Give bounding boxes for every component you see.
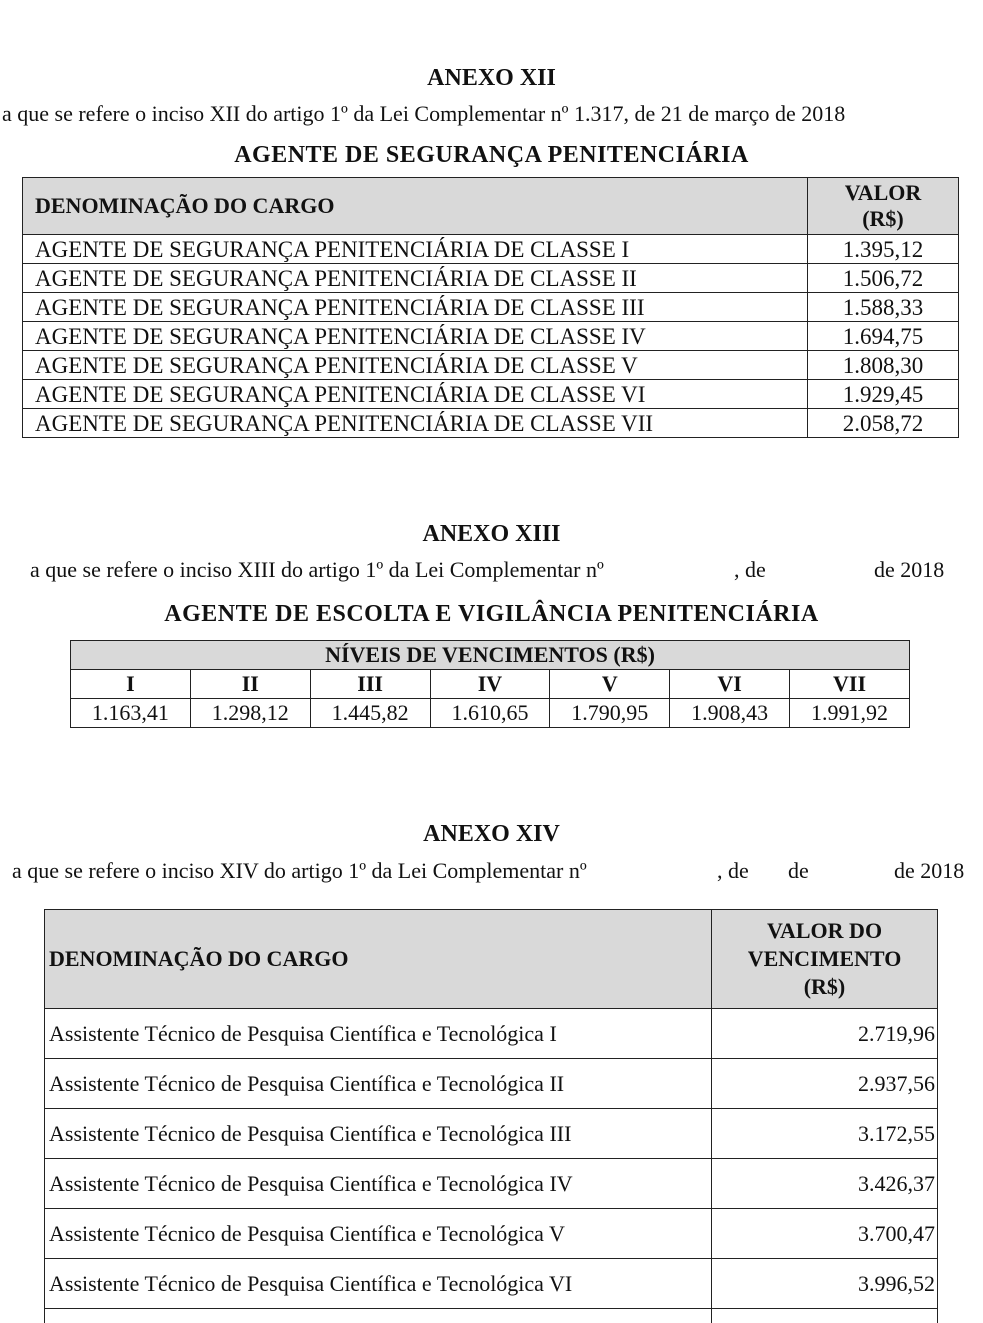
annex14-subtitle-part3: de (788, 858, 809, 884)
cargo-cell: Assistente Técnico de Pesquisa Científica e Tecnológica VI (45, 1259, 712, 1309)
table-row (23, 322, 959, 351)
valor-cell: 3.172,55 (712, 1109, 938, 1159)
table-row (45, 1009, 938, 1059)
cargo-cell: AGENTE DE SEGURANÇA PENITENCIÁRIA DE CLASSE III (23, 293, 808, 322)
levels-row (71, 670, 910, 699)
header-valor-line2: (R$) (862, 206, 904, 231)
annex14-subtitle-part4: de 2018 (894, 858, 964, 884)
annex13-subtitle-part3: de 2018 (874, 557, 944, 583)
header-cargo: DENOMINAÇÃO DO CARGO (23, 178, 808, 235)
annex12-title: ANEXO XII (0, 64, 983, 92)
valor-cell: 1.694,75 (808, 322, 959, 351)
level-cell: III (310, 670, 430, 699)
annex13-subtitle-part2: , de (734, 557, 766, 583)
table-row (45, 1059, 938, 1109)
table-row (45, 1159, 938, 1209)
table-row-partial (45, 1309, 938, 1323)
level-cell: VI (670, 670, 790, 699)
valor-cell: 2.058,72 (808, 409, 959, 438)
table-row (23, 264, 959, 293)
value-cell: 1.991,92 (790, 699, 910, 728)
annex14-title: ANEXO XIV (0, 820, 983, 848)
table-header-row (23, 178, 959, 235)
header-valor-line1: VALOR (845, 180, 922, 205)
valor-cell-empty (712, 1309, 938, 1323)
valor-cell: 1.588,33 (808, 293, 959, 322)
table-row (23, 235, 959, 264)
header-cargo: DENOMINAÇÃO DO CARGO (45, 910, 712, 1009)
header-valor-line1: VALOR DO (767, 918, 882, 943)
value-cell: 1.908,43 (670, 699, 790, 728)
valor-cell: 3.700,47 (712, 1209, 938, 1259)
valor-cell: 2.719,96 (712, 1009, 938, 1059)
value-cell: 1.298,12 (190, 699, 310, 728)
table-header-row (45, 910, 938, 1009)
cargo-cell: AGENTE DE SEGURANÇA PENITENCIÁRIA DE CLASSE I (23, 235, 808, 264)
annex14-subtitle-part1: a que se refere o inciso XIV do artigo 1º da Lei Complementar nº (12, 858, 587, 884)
values-row (71, 699, 910, 728)
table-row (23, 409, 959, 438)
level-cell: IV (430, 670, 550, 699)
cargo-cell: AGENTE DE SEGURANÇA PENITENCIÁRIA DE CLASSE VI (23, 380, 808, 409)
level-cell: VII (790, 670, 910, 699)
annex14-subtitle-part2: , de (717, 858, 749, 884)
level-cell: I (71, 670, 191, 699)
table-row (23, 351, 959, 380)
cargo-cell: Assistente Técnico de Pesquisa Científica e Tecnológica V (45, 1209, 712, 1259)
level-cell: II (190, 670, 310, 699)
annex12-table (22, 177, 959, 438)
table-row (23, 380, 959, 409)
header-valor (712, 910, 938, 1009)
valor-cell: 1.929,45 (808, 380, 959, 409)
annex13-subtitle-part1: a que se refere o inciso XIII do artigo 1º da Lei Complementar nº (30, 557, 604, 583)
annex13-section-title: AGENTE DE ESCOLTA E VIGILÂNCIA PENITENCIÁRIA (0, 600, 983, 628)
annex12-subtitle: a que se refere o inciso XII do artigo 1º da Lei Complementar nº 1.317, de 21 de março de 2018 (2, 101, 845, 127)
cargo-cell: Assistente Técnico de Pesquisa Científica e Tecnológica I (45, 1009, 712, 1059)
level-cell: V (550, 670, 670, 699)
cargo-cell: AGENTE DE SEGURANÇA PENITENCIÁRIA DE CLASSE V (23, 351, 808, 380)
valor-cell: 1.395,12 (808, 235, 959, 264)
cargo-cell: AGENTE DE SEGURANÇA PENITENCIÁRIA DE CLASSE VII (23, 409, 808, 438)
cargo-cell: Assistente Técnico de Pesquisa Científica e Tecnológica III (45, 1109, 712, 1159)
header-valor-line2: VENCIMENTO (748, 946, 902, 971)
cargo-cell: Assistente Técnico de Pesquisa Científica e Tecnológica II (45, 1059, 712, 1109)
header-niveis: NÍVEIS DE VENCIMENTOS (R$) (71, 641, 910, 670)
valor-cell: 1.506,72 (808, 264, 959, 293)
value-cell: 1.610,65 (430, 699, 550, 728)
cargo-cell: AGENTE DE SEGURANÇA PENITENCIÁRIA DE CLASSE IV (23, 322, 808, 351)
cargo-cell: Assistente Técnico de Pesquisa Científica e Tecnológica IV (45, 1159, 712, 1209)
valor-cell: 3.426,37 (712, 1159, 938, 1209)
annex14-table (44, 909, 938, 1323)
cargo-cell: AGENTE DE SEGURANÇA PENITENCIÁRIA DE CLASSE II (23, 264, 808, 293)
header-valor (808, 178, 959, 235)
table-row (45, 1109, 938, 1159)
header-valor-line3: (R$) (804, 974, 846, 999)
table-row (45, 1209, 938, 1259)
valor-cell: 2.937,56 (712, 1059, 938, 1109)
table-header-row (71, 641, 910, 670)
valor-cell: 1.808,30 (808, 351, 959, 380)
valor-cell: 3.996,52 (712, 1259, 938, 1309)
value-cell: 1.163,41 (71, 699, 191, 728)
annex13-table (70, 640, 910, 728)
table-row (45, 1259, 938, 1309)
value-cell: 1.790,95 (550, 699, 670, 728)
value-cell: 1.445,82 (310, 699, 430, 728)
annex13-title: ANEXO XIII (0, 520, 983, 548)
annex12-section-title: AGENTE DE SEGURANÇA PENITENCIÁRIA (0, 141, 983, 169)
cargo-cell-empty (45, 1309, 712, 1323)
table-row (23, 293, 959, 322)
